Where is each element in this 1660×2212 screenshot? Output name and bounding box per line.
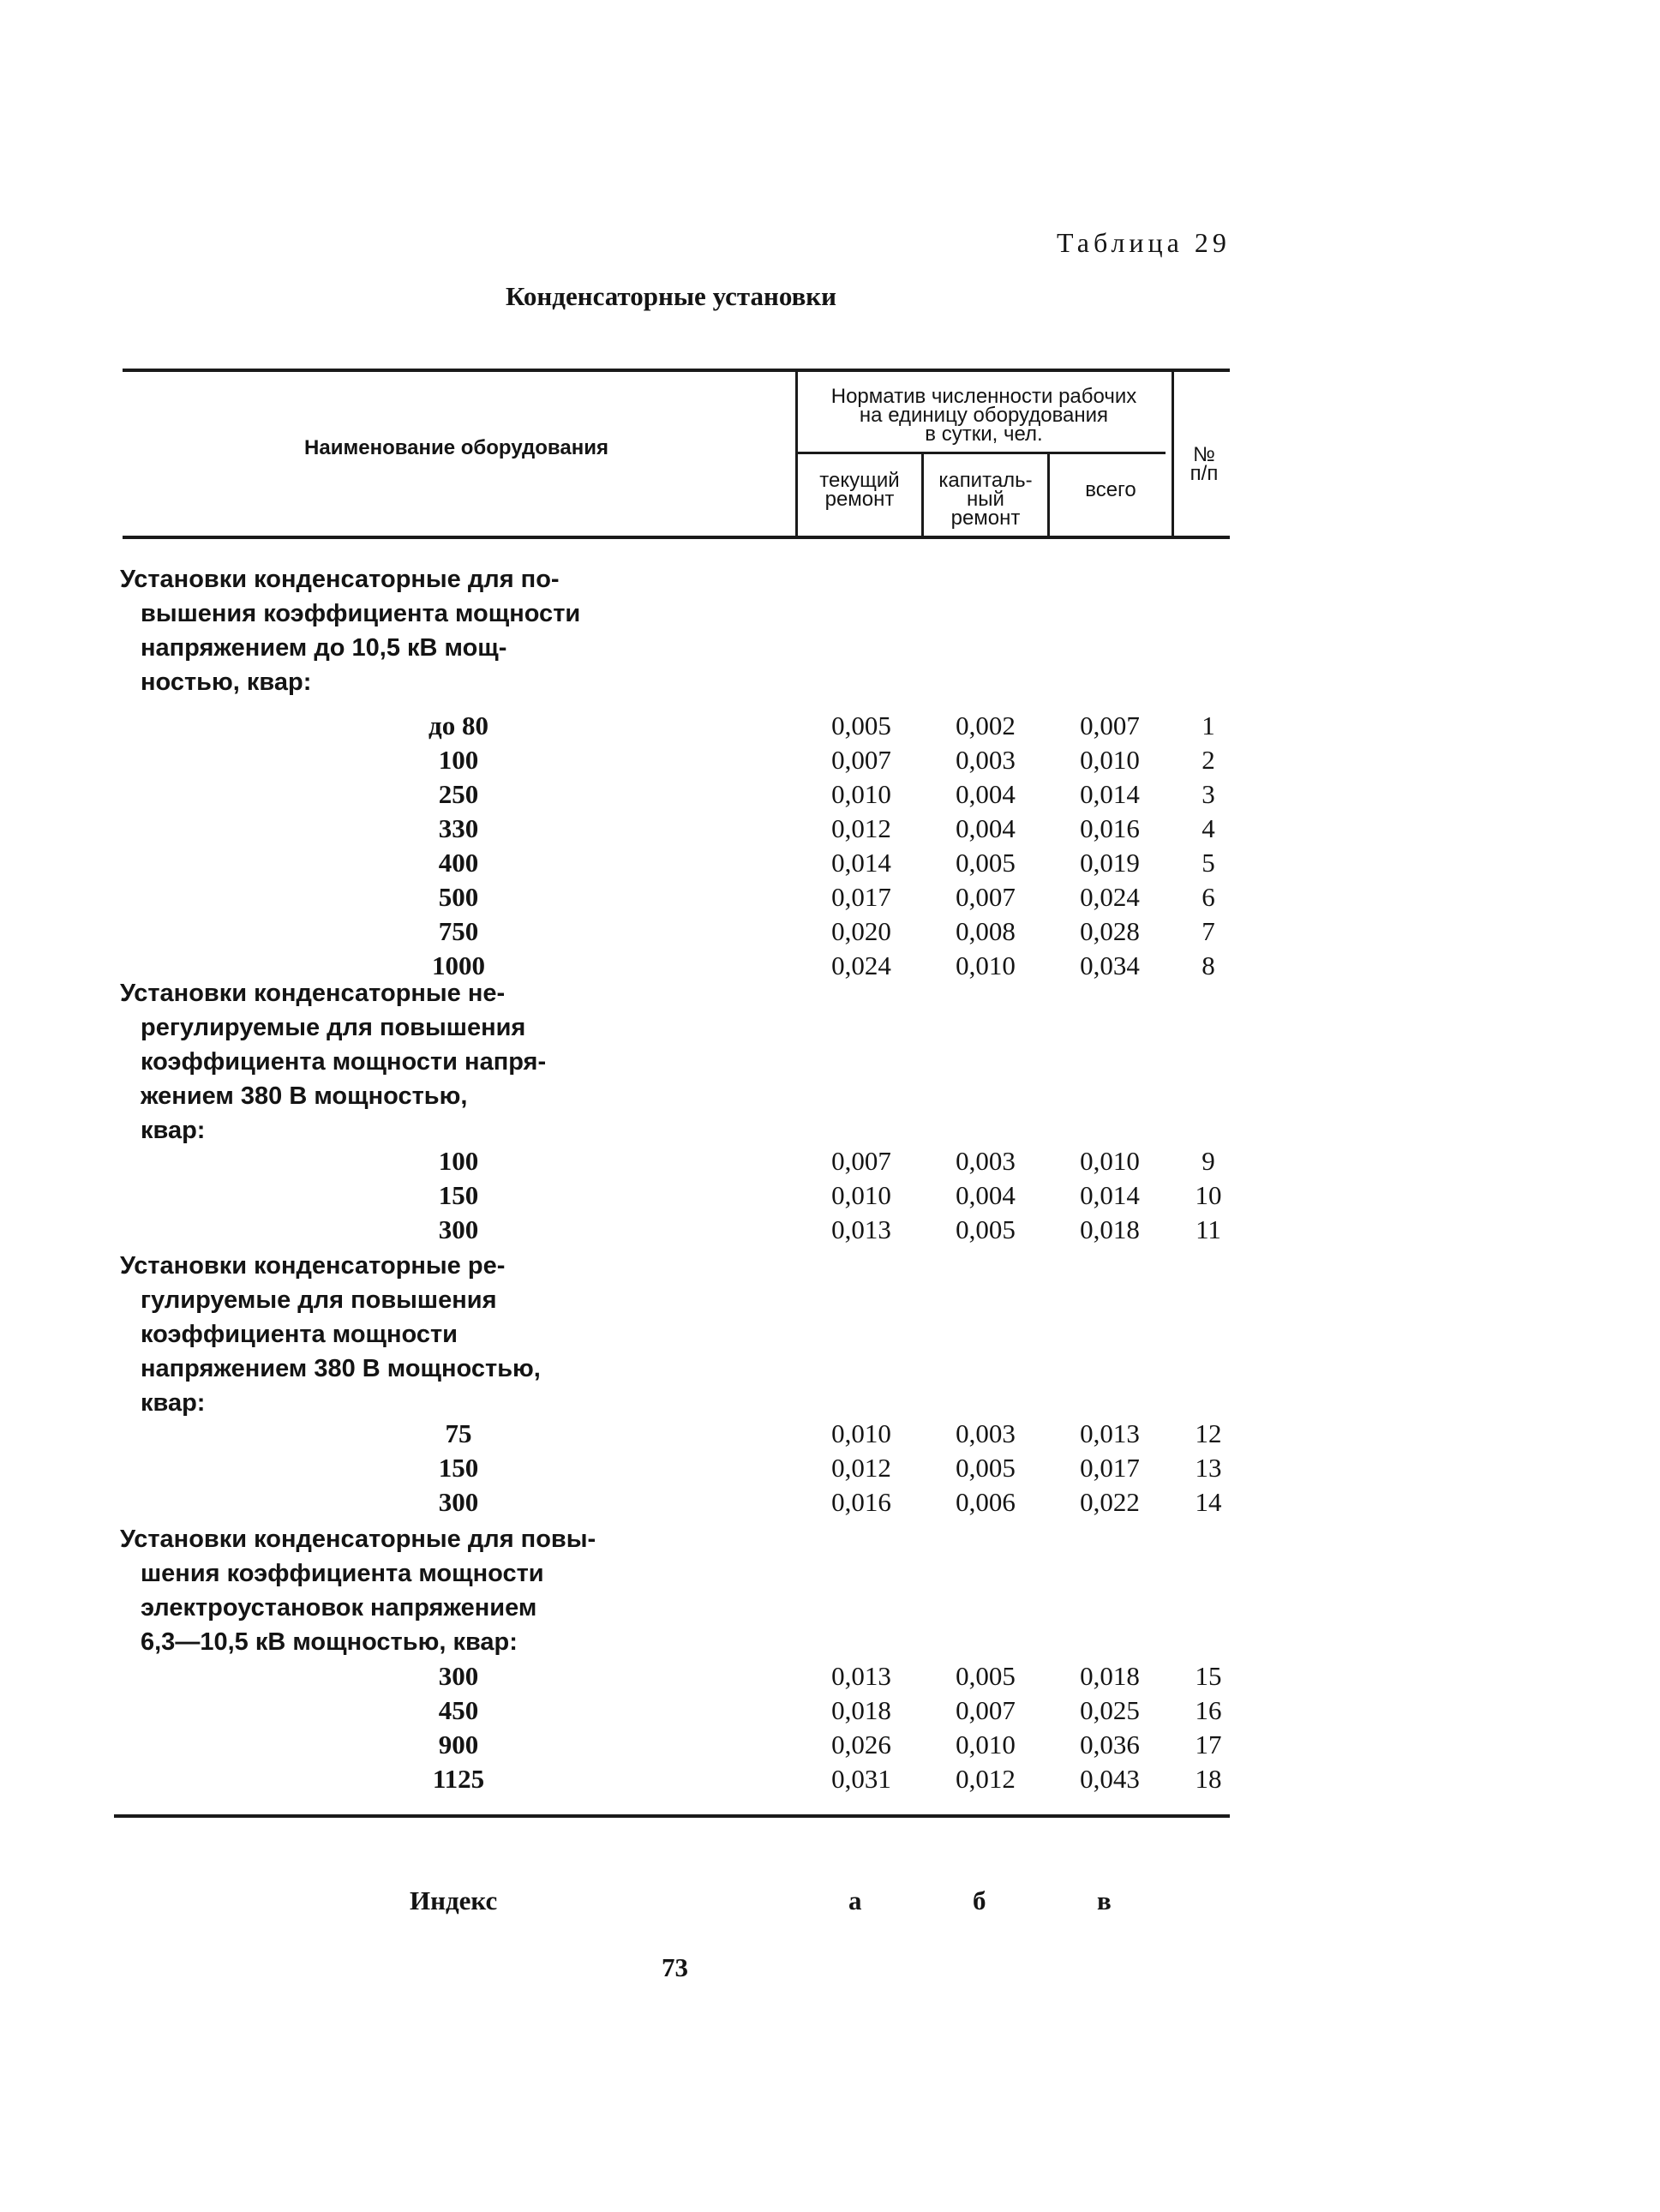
capacity-cell: 300 xyxy=(438,1661,479,1691)
current-repair-cell: 0,007 xyxy=(831,1146,891,1176)
group-name-line: вышения коэффициента мощности xyxy=(141,600,581,627)
total-cell: 0,028 xyxy=(1080,916,1140,946)
header-row-number: № п/п xyxy=(1190,443,1219,485)
table-number: Таблица 29 xyxy=(1057,227,1231,258)
group-name-line: коэффициента мощности напря- xyxy=(141,1048,547,1076)
current-repair-cell: 0,013 xyxy=(831,1214,891,1244)
row-number-cell: 16 xyxy=(1195,1695,1222,1725)
header-mid-rule xyxy=(797,452,1166,454)
capital-repair-cell: 0,003 xyxy=(956,745,1016,775)
group-name-line: 6,3—10,5 кВ мощностью, квар: xyxy=(141,1628,518,1656)
row-number-cell: 10 xyxy=(1195,1180,1222,1210)
current-repair-cell: 0,010 xyxy=(831,779,891,809)
row-number-cell: 14 xyxy=(1195,1487,1222,1517)
total-cell: 0,007 xyxy=(1080,710,1140,740)
capacity-cell: 750 xyxy=(438,916,479,946)
capital-repair-cell: 0,003 xyxy=(956,1146,1016,1176)
row-number-cell: 9 xyxy=(1202,1146,1215,1176)
group-name-line: гулируемые для повышения xyxy=(141,1286,497,1314)
table-row xyxy=(0,1487,1660,1521)
capacity-cell: 250 xyxy=(438,779,479,809)
group-name xyxy=(120,562,600,699)
row-number-cell: 15 xyxy=(1195,1661,1222,1691)
index-c: в xyxy=(1097,1885,1112,1915)
capital-repair-cell: 0,005 xyxy=(956,1214,1016,1244)
total-cell: 0,010 xyxy=(1080,1146,1140,1176)
table-row xyxy=(0,1729,1660,1764)
capacity-cell: 300 xyxy=(438,1487,479,1517)
row-number-cell: 7 xyxy=(1202,916,1215,946)
capacity-cell: 100 xyxy=(438,745,479,775)
index-label: Индекс xyxy=(410,1885,498,1915)
group-name-line: квар: xyxy=(141,1117,206,1144)
total-cell: 0,014 xyxy=(1080,1180,1140,1210)
total-cell: 0,022 xyxy=(1080,1487,1140,1517)
header-divider xyxy=(1047,453,1050,538)
capital-repair-cell: 0,007 xyxy=(956,1695,1016,1725)
group-name-line: Установки конденсаторные для по- xyxy=(120,566,560,593)
header-capital-repair: капиталь- ный ремонт xyxy=(938,469,1033,530)
table-row xyxy=(0,882,1660,916)
group-name-line: электроустановок напряжением xyxy=(141,1594,537,1622)
capacity-cell: 450 xyxy=(438,1695,479,1725)
capital-repair-cell: 0,005 xyxy=(956,1661,1016,1691)
table-row xyxy=(0,1418,1660,1453)
capacity-cell: 330 xyxy=(438,813,479,843)
group-name xyxy=(120,976,600,1148)
row-number-cell: 6 xyxy=(1202,882,1215,912)
header-equipment-name: Наименование оборудования xyxy=(304,436,608,459)
header-divider xyxy=(921,453,924,538)
capital-repair-cell: 0,004 xyxy=(956,1180,1016,1210)
current-repair-cell: 0,012 xyxy=(831,813,891,843)
row-number-cell: 1 xyxy=(1202,710,1215,740)
row-number-cell: 11 xyxy=(1196,1214,1221,1244)
total-cell: 0,013 xyxy=(1080,1418,1140,1448)
capacity-cell: 300 xyxy=(438,1214,479,1244)
row-number-cell: 3 xyxy=(1202,779,1215,809)
total-cell: 0,025 xyxy=(1080,1695,1140,1725)
current-repair-cell: 0,005 xyxy=(831,710,891,740)
page-number: 73 xyxy=(662,1952,688,1982)
current-repair-cell: 0,024 xyxy=(831,950,891,980)
table-row xyxy=(0,916,1660,950)
current-repair-cell: 0,016 xyxy=(831,1487,891,1517)
header-norm-group: Норматив численности рабочих на единицу оборудования в сутки, чел. xyxy=(830,385,1137,446)
current-repair-cell: 0,010 xyxy=(831,1180,891,1210)
table-row xyxy=(0,1764,1660,1798)
capacity-cell: 500 xyxy=(438,882,479,912)
header-divider xyxy=(795,369,798,538)
row-number-cell: 13 xyxy=(1195,1453,1222,1483)
capacity-cell: 1000 xyxy=(432,950,485,980)
current-repair-cell: 0,010 xyxy=(831,1418,891,1448)
current-repair-cell: 0,013 xyxy=(831,1661,891,1691)
current-repair-cell: 0,012 xyxy=(831,1453,891,1483)
capacity-cell: 400 xyxy=(438,848,479,878)
table-row xyxy=(0,1695,1660,1729)
table-row xyxy=(0,813,1660,848)
current-repair-cell: 0,020 xyxy=(831,916,891,946)
group-name-line: квар: xyxy=(141,1389,206,1417)
total-cell: 0,010 xyxy=(1080,745,1140,775)
table-row xyxy=(0,710,1660,745)
row-number-cell: 18 xyxy=(1195,1764,1222,1794)
header-top-rule xyxy=(123,369,1230,372)
row-number-cell: 4 xyxy=(1202,813,1215,843)
capacity-cell: 75 xyxy=(445,1418,472,1448)
capital-repair-cell: 0,007 xyxy=(956,882,1016,912)
table-row xyxy=(0,745,1660,779)
total-cell: 0,014 xyxy=(1080,779,1140,809)
capacity-cell: 1125 xyxy=(432,1764,485,1794)
table-row xyxy=(0,1146,1660,1180)
current-repair-cell: 0,026 xyxy=(831,1729,891,1759)
capacity-cell: 900 xyxy=(438,1729,479,1759)
group-name-line: напряжением до 10,5 кВ мощ- xyxy=(141,634,507,662)
capital-repair-cell: 0,006 xyxy=(956,1487,1016,1517)
current-repair-cell: 0,007 xyxy=(831,745,891,775)
capital-repair-cell: 0,012 xyxy=(956,1764,1016,1794)
capital-repair-cell: 0,008 xyxy=(956,916,1016,946)
total-cell: 0,017 xyxy=(1080,1453,1140,1483)
header-bottom-rule xyxy=(123,536,1230,539)
header-current-repair: текущий ремонт xyxy=(819,469,900,511)
table-row xyxy=(0,1180,1660,1214)
capital-repair-cell: 0,010 xyxy=(956,1729,1016,1759)
capital-repair-cell: 0,004 xyxy=(956,779,1016,809)
total-cell: 0,016 xyxy=(1080,813,1140,843)
row-number-cell: 12 xyxy=(1195,1418,1222,1448)
capital-repair-cell: 0,005 xyxy=(956,1453,1016,1483)
capacity-cell: до 80 xyxy=(428,710,488,740)
group-name-line: Установки конденсаторные ре- xyxy=(120,1252,506,1280)
current-repair-cell: 0,031 xyxy=(831,1764,891,1794)
total-cell: 0,034 xyxy=(1080,950,1140,980)
table-row xyxy=(0,1661,1660,1695)
total-cell: 0,024 xyxy=(1080,882,1140,912)
group-name-line: ностью, квар: xyxy=(141,668,312,696)
table-bottom-rule xyxy=(114,1814,1230,1818)
total-cell: 0,043 xyxy=(1080,1764,1140,1794)
group-name-line: Установки конденсаторные для повы- xyxy=(120,1526,596,1553)
row-number-cell: 8 xyxy=(1202,950,1215,980)
group-name xyxy=(120,1249,600,1420)
total-cell: 0,036 xyxy=(1080,1729,1140,1759)
current-repair-cell: 0,014 xyxy=(831,848,891,878)
capital-repair-cell: 0,002 xyxy=(956,710,1016,740)
row-number-cell: 17 xyxy=(1195,1729,1222,1759)
table-row xyxy=(0,1453,1660,1487)
capital-repair-cell: 0,003 xyxy=(956,1418,1016,1448)
table-row xyxy=(0,1214,1660,1249)
table-title: Конденсаторные установки xyxy=(506,281,837,311)
table-row xyxy=(0,848,1660,882)
total-cell: 0,018 xyxy=(1080,1214,1140,1244)
group-name xyxy=(120,1522,600,1659)
row-number-cell: 2 xyxy=(1202,745,1215,775)
total-cell: 0,018 xyxy=(1080,1661,1140,1691)
capital-repair-cell: 0,010 xyxy=(956,950,1016,980)
header-total: всего xyxy=(1085,478,1136,501)
capital-repair-cell: 0,005 xyxy=(956,848,1016,878)
group-name-line: напряжением 380 В мощностью, xyxy=(141,1355,541,1382)
group-name-line: регулируемые для повышения xyxy=(141,1014,526,1041)
index-a: а xyxy=(848,1885,862,1915)
group-name-line: жением 380 В мощностью, xyxy=(141,1082,468,1110)
group-name-line: коэффициента мощности xyxy=(141,1321,458,1348)
capacity-cell: 150 xyxy=(438,1180,479,1210)
current-repair-cell: 0,018 xyxy=(831,1695,891,1725)
capital-repair-cell: 0,004 xyxy=(956,813,1016,843)
capacity-cell: 100 xyxy=(438,1146,479,1176)
row-number-cell: 5 xyxy=(1202,848,1215,878)
capacity-cell: 150 xyxy=(438,1453,479,1483)
total-cell: 0,019 xyxy=(1080,848,1140,878)
index-b: б xyxy=(973,1885,986,1915)
group-name-line: Установки конденсаторные не- xyxy=(120,980,506,1007)
group-name-line: шения коэффициента мощности xyxy=(141,1560,544,1587)
current-repair-cell: 0,017 xyxy=(831,882,891,912)
table-row xyxy=(0,779,1660,813)
